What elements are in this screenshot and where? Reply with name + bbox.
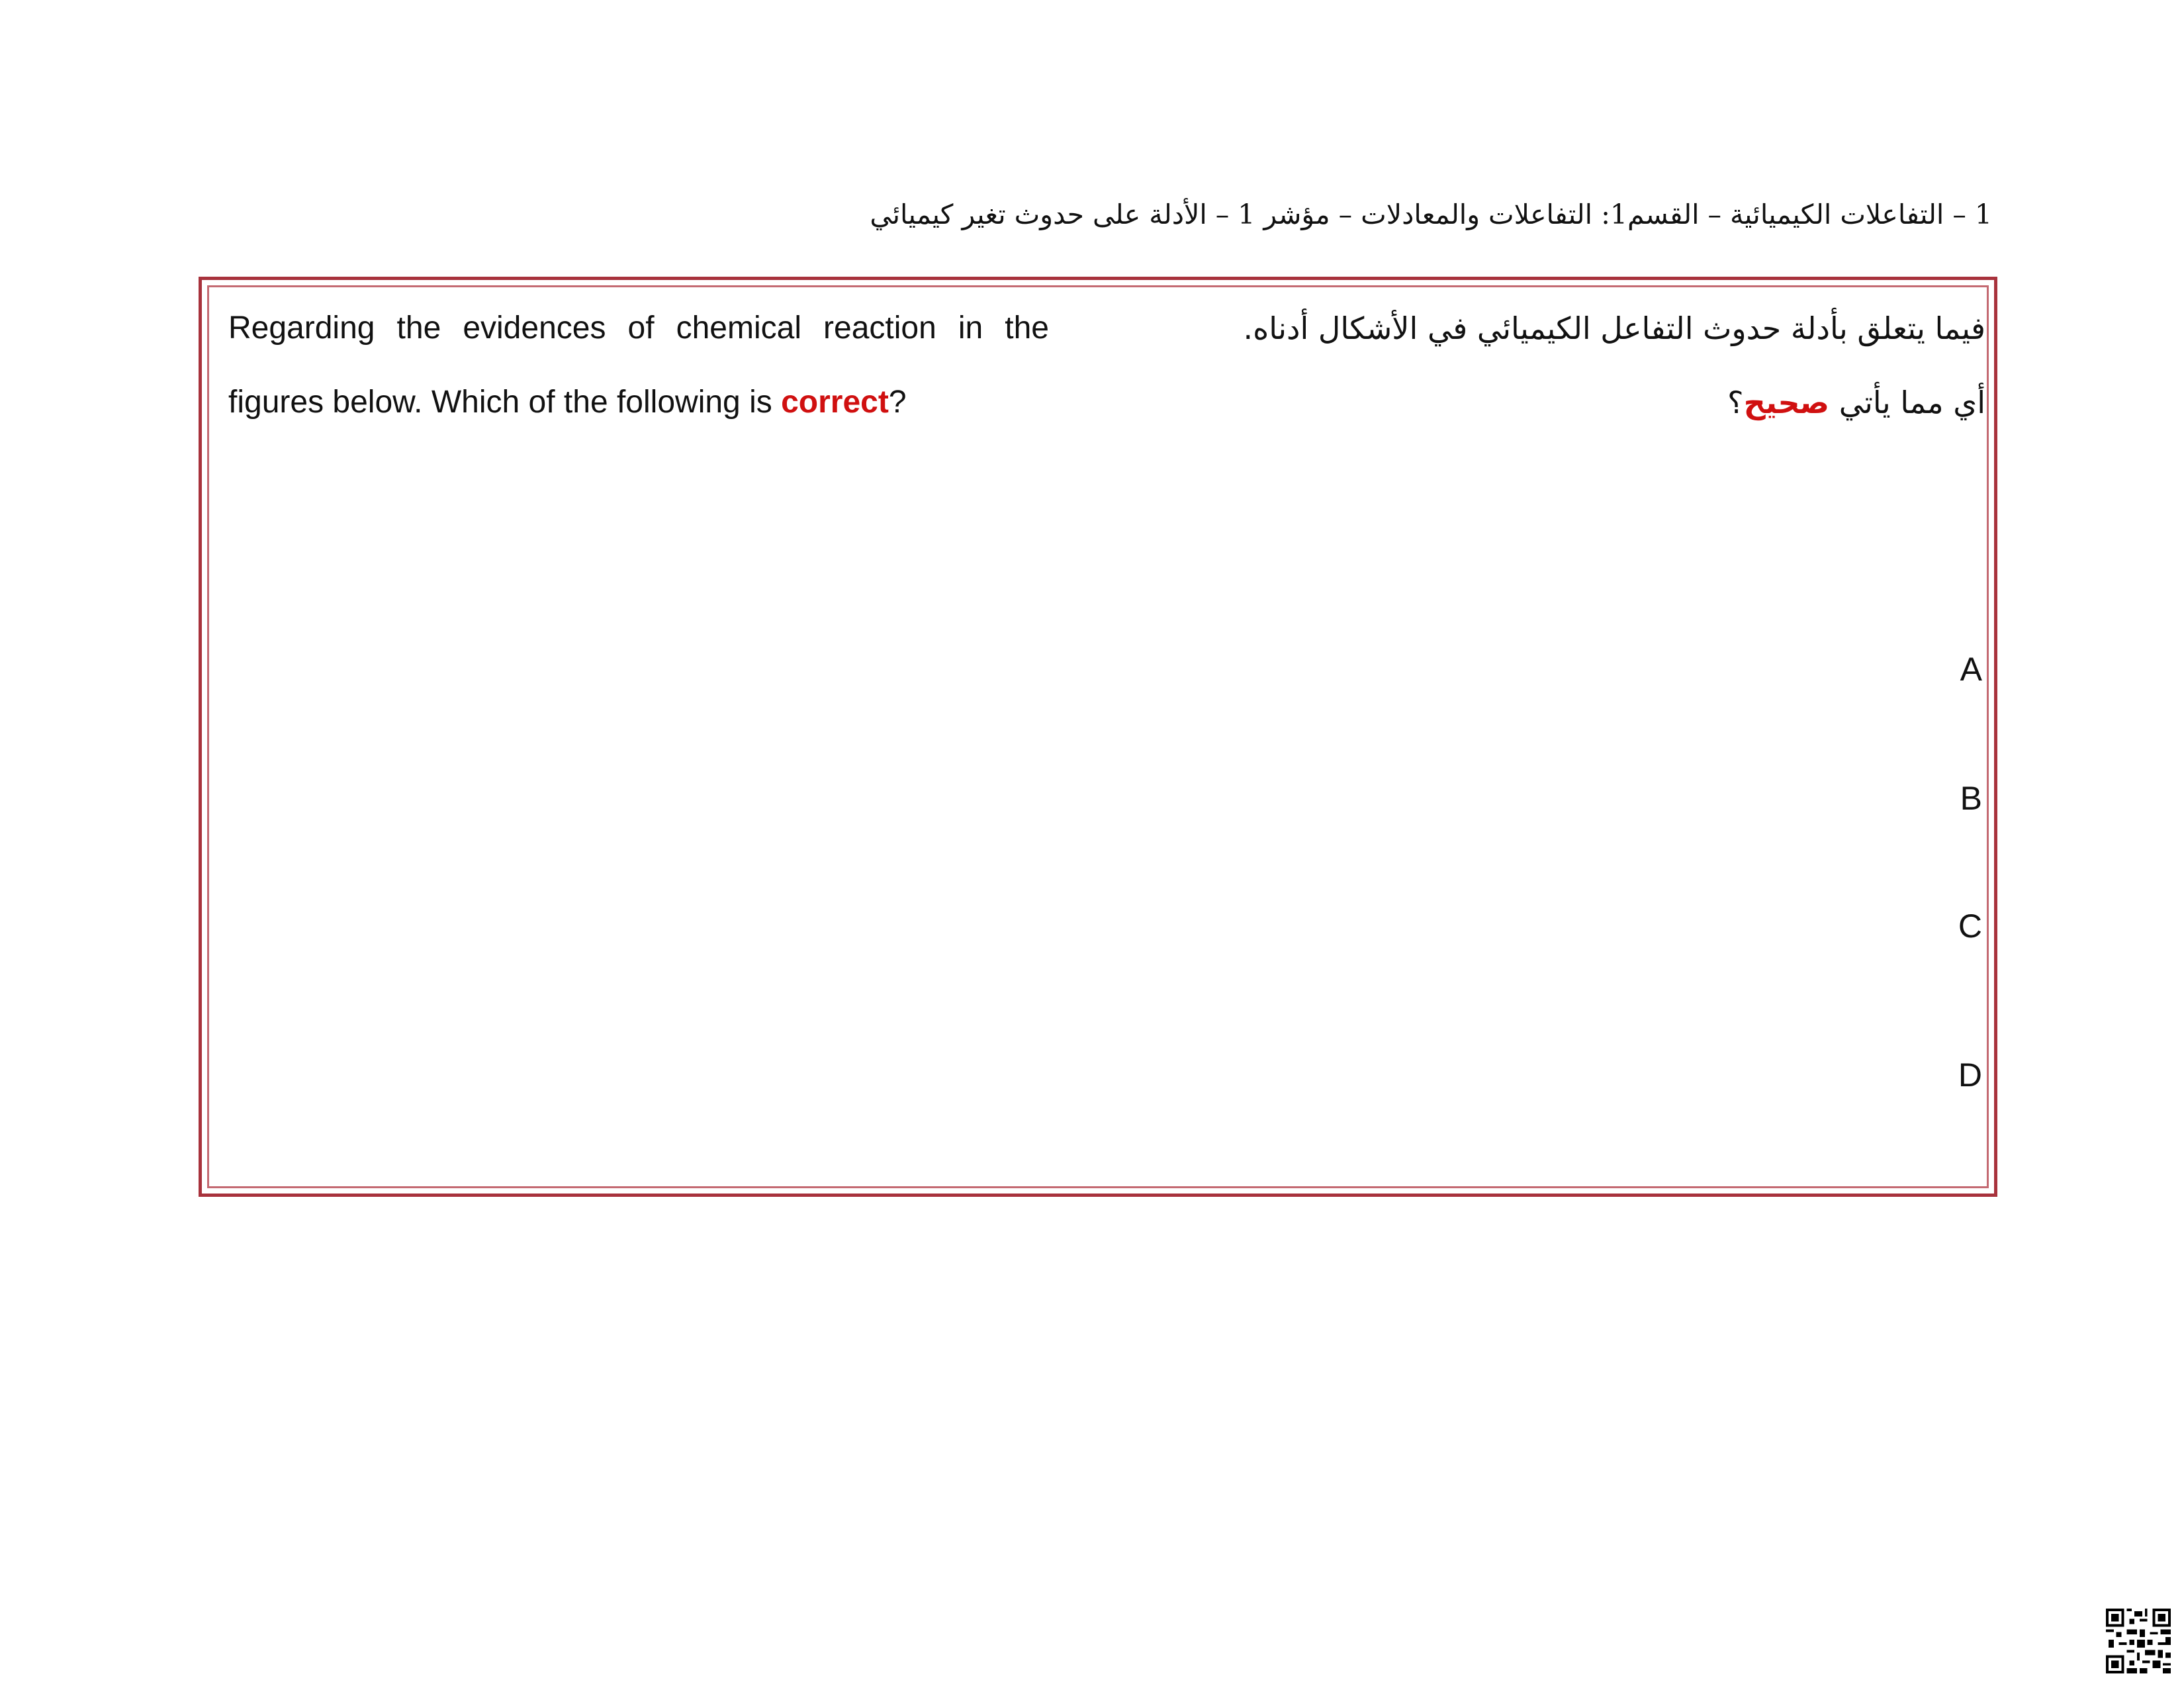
question-arabic bbox=[1244, 291, 1986, 440]
question-arabic-line-1: فيما يتعلق بأدلة حدوث التفاعل الكيميائي في الأشكال أدناه. bbox=[1243, 310, 1985, 346]
question-arabic-keyword: صحيح bbox=[1743, 385, 1830, 420]
option-b[interactable]: B bbox=[1960, 780, 1982, 817]
question-english-text: figures below. Which of the following is bbox=[228, 385, 772, 420]
question-english bbox=[228, 291, 1049, 440]
question-english-keyword: correct bbox=[781, 385, 889, 420]
qr-code-icon bbox=[2106, 1609, 2171, 1673]
question-english-line-2 bbox=[228, 365, 1049, 440]
question-arabic-line-2 bbox=[1244, 365, 1986, 440]
option-d[interactable]: D bbox=[1958, 1056, 1982, 1094]
question-english-suffix: ? bbox=[888, 385, 907, 420]
page-header: 1 – التفاعلات الكيميائية – القسم1: التفاعلات والمعادلات – مؤشر 1 – الأدلة على حدوث تغير كيميائي bbox=[870, 199, 1992, 230]
option-c[interactable]: C bbox=[1958, 908, 1982, 945]
question-english-line-1: Regarding the evidences of chemical reaction in the bbox=[228, 310, 1049, 346]
question-arabic-suffix: ؟ bbox=[1727, 385, 1744, 420]
option-a[interactable]: A bbox=[1960, 651, 1982, 688]
question-arabic-text: أي مما يأتي bbox=[1839, 385, 1985, 420]
